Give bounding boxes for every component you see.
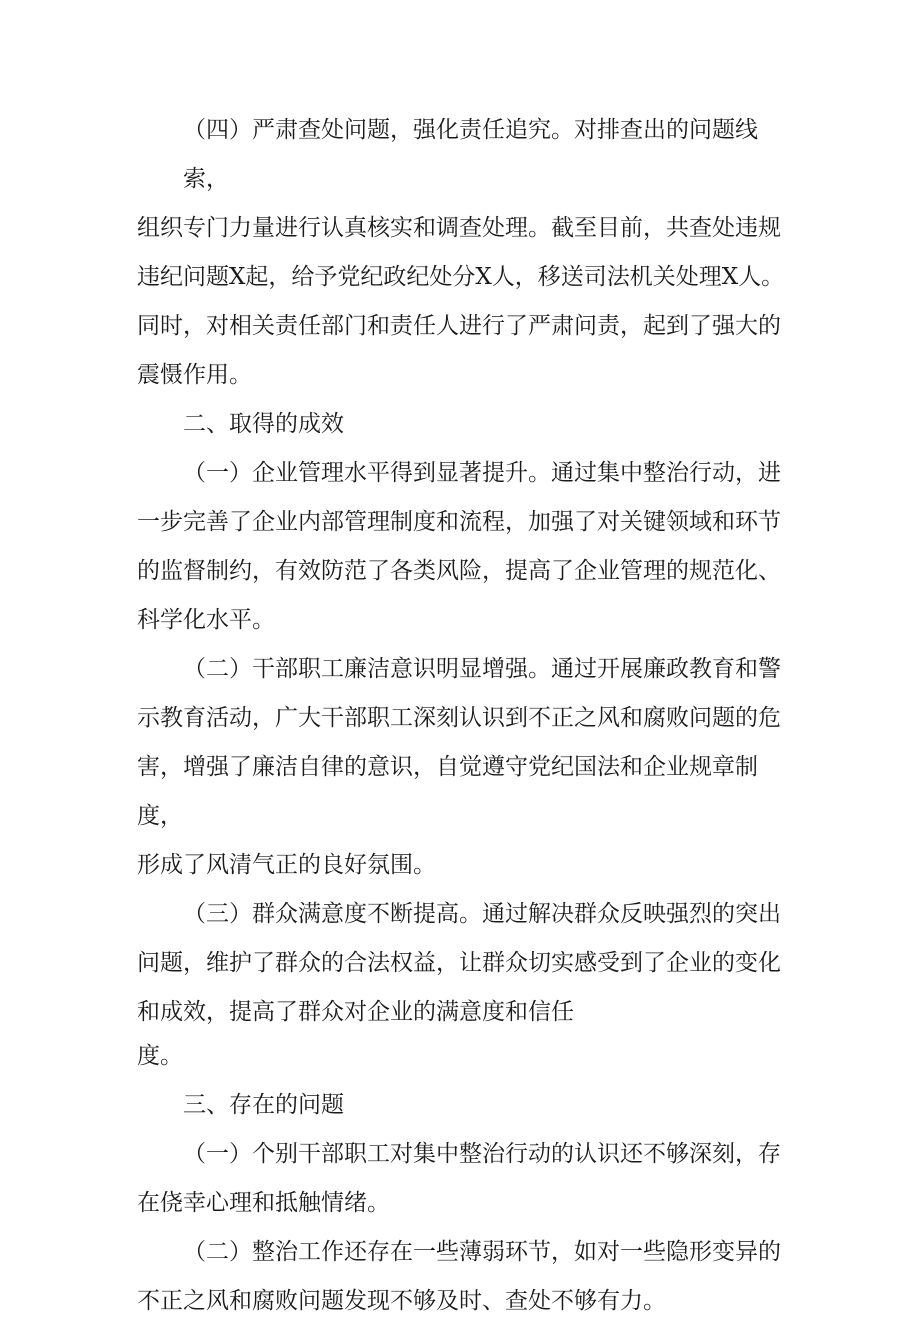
text-line: 害，增强了廉洁自律的意识，自觉遵守党纪国法和企业规章制度， — [137, 754, 758, 829]
paragraph-integrity — [137, 645, 797, 890]
section-heading: 二、取得的成效 — [183, 411, 344, 437]
text-line: 不正之风和腐败问题发现不够及时、查处不够有力。 — [137, 1288, 666, 1314]
text-line: （二）干部职工廉洁意识明显增强。通过开展廉政教育和警 — [183, 656, 781, 682]
text-line: 组织专门力量进行认真核实和调查处理。截至目前，共查处违规 — [137, 215, 781, 241]
document-body — [137, 106, 797, 1326]
text-line: 度。 — [137, 1043, 183, 1069]
text-line: 震慑作用。 — [137, 362, 252, 388]
paragraph-satisfaction — [137, 890, 797, 1075]
text-line: 的监督制约，有效防范了各类风险，提高了企业管理的规范化、 — [137, 558, 781, 584]
text-line: 科学化水平。 — [137, 607, 275, 633]
paragraph-weak-links — [137, 1228, 797, 1326]
paragraph-awareness — [137, 1130, 797, 1228]
heading-results — [137, 400, 797, 449]
text-line: 一步完善了企业内部管理制度和流程，加强了对关键领域和环节 — [137, 509, 781, 535]
text-line: （四）严肃查处问题，强化责任追究。对排查出的问题线索， — [183, 117, 758, 192]
text-line: 在侥幸心理和抵触情绪。 — [137, 1190, 390, 1216]
text-line: （三）群众满意度不断提高。通过解决群众反映强烈的突出 — [183, 901, 781, 927]
text-line: 和成效，提高了群众对企业的满意度和信任 — [137, 999, 574, 1025]
text-line: 同时，对相关责任部门和责任人进行了严肃问责，起到了强大的 — [137, 313, 781, 339]
text-line: 形成了风清气正的良好氛围。 — [137, 852, 436, 878]
text-line: （一）个别干部职工对集中整治行动的认识还不够深刻，存 — [183, 1141, 781, 1167]
text-line: （一）企业管理水平得到显著提升。通过集中整治行动，进 — [183, 460, 781, 486]
paragraph-accountability — [137, 106, 797, 400]
text-line: （二）整治工作还存在一些薄弱环节，如对一些隐形变异的 — [183, 1239, 781, 1265]
text-line: 问题，维护了群众的合法权益，让群众切实感受到了企业的变化 — [137, 950, 781, 976]
section-heading: 三、存在的问题 — [183, 1092, 344, 1118]
text-line: 违纪问题X起，给予党纪政纪处分X人，移送司法机关处理X人。 — [137, 264, 785, 290]
paragraph-management — [137, 449, 797, 645]
heading-problems — [137, 1081, 797, 1130]
text-line: 示教育活动，广大干部职工深刻认识到不正之风和腐败问题的危 — [137, 705, 781, 731]
